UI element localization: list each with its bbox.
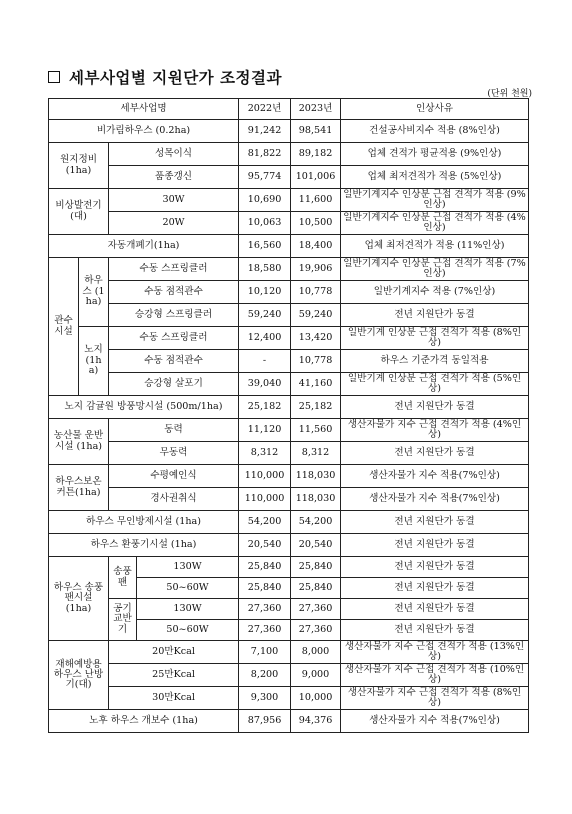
item-name: 노후 하우스 개보수 (1ha)	[49, 710, 239, 733]
item-name: 하우스 무인방제시설 (1ha)	[49, 511, 239, 534]
table-row	[49, 166, 529, 189]
group-label: 재해예방용 하우스 난방기(대)	[49, 641, 109, 710]
table-row	[49, 350, 529, 373]
price-2023: 11,560	[291, 419, 341, 442]
reason: 업체 견적가 평균적용 (9%인상)	[341, 143, 529, 166]
header-reason: 인상사유	[341, 99, 529, 120]
reason: 일반기계지수 인상분 근접 견적가 적용 (9%인상)	[341, 189, 529, 212]
table-row	[49, 304, 529, 327]
reason: 전년 지원단가 동결	[341, 578, 529, 599]
table-row	[49, 143, 529, 166]
price-2023: 89,182	[291, 143, 341, 166]
price-2023: 11,600	[291, 189, 341, 212]
item-name: 20만Kcal	[109, 641, 239, 664]
price-2023: 41,160	[291, 373, 341, 396]
reason: 전년 지원단가 동결	[341, 620, 529, 641]
price-2022: -	[239, 350, 291, 373]
group-label: 원지정비 (1ha)	[49, 143, 109, 189]
item-name: 하우스 환풍기시설 (1ha)	[49, 534, 239, 557]
price-2023: 118,030	[291, 488, 341, 511]
reason: 생산자물가 지수 적용(7%인상)	[341, 710, 529, 733]
table-row	[49, 687, 529, 710]
price-2022: 18,580	[239, 258, 291, 281]
reason: 전년 지원단가 동결	[341, 304, 529, 327]
item-name: 130W	[137, 557, 239, 578]
reason: 전년 지원단가 동결	[341, 557, 529, 578]
table-row	[49, 511, 529, 534]
reason: 전년 지원단가 동결	[341, 511, 529, 534]
price-2022: 25,182	[239, 396, 291, 419]
reason: 업체 최저견적가 적용 (11%인상)	[341, 235, 529, 258]
item-name: 50~60W	[137, 620, 239, 641]
group-label: 관수시설	[49, 258, 79, 396]
item-name: 130W	[137, 599, 239, 620]
price-2022: 25,840	[239, 578, 291, 599]
subgroup-label: 공기 교반기	[109, 599, 137, 641]
item-name: 무동력	[109, 442, 239, 465]
price-2022: 81,822	[239, 143, 291, 166]
title-text: 세부사업별 지원단가 조정결과	[69, 69, 282, 87]
table-row	[49, 664, 529, 687]
price-2023: 8,312	[291, 442, 341, 465]
subgroup-label: 노지 (1ha)	[79, 327, 109, 396]
price-2022: 11,120	[239, 419, 291, 442]
item-name: 25만Kcal	[109, 664, 239, 687]
price-2023: 27,360	[291, 599, 341, 620]
item-name: 수동 점적관수	[109, 350, 239, 373]
item-name: 수평예인식	[109, 465, 239, 488]
reason: 생산자물가 지수 적용(7%인상)	[341, 488, 529, 511]
price-2023: 10,500	[291, 212, 341, 235]
price-2023: 98,541	[291, 120, 341, 143]
reason: 일반기계지수 적용 (7%인상)	[341, 281, 529, 304]
group-label: 하우스보온 커튼(1ha)	[49, 465, 109, 511]
group-label: 농산물 운반 시설 (1ha)	[49, 419, 109, 465]
reason: 전년 지원단가 동결	[341, 599, 529, 620]
price-2023: 10,000	[291, 687, 341, 710]
item-name: 승강형 살포기	[109, 373, 239, 396]
reason: 전년 지원단가 동결	[341, 396, 529, 419]
price-2023: 18,400	[291, 235, 341, 258]
price-2023: 101,006	[291, 166, 341, 189]
table-row	[49, 281, 529, 304]
price-2022: 9,300	[239, 687, 291, 710]
reason: 일반기계지수 인상분 근접 견적가 적용 (4%인상)	[341, 212, 529, 235]
reason: 업체 최저견적가 적용 (5%인상)	[341, 166, 529, 189]
price-2022: 54,200	[239, 511, 291, 534]
reason: 전년 지원단가 동결	[341, 442, 529, 465]
table-row	[49, 258, 529, 281]
price-2022: 16,560	[239, 235, 291, 258]
price-2023: 118,030	[291, 465, 341, 488]
group-label: 하우스 송풍팬시설 (1ha)	[49, 557, 109, 641]
reason: 생산자물가 지수 근접 견적가 적용 (13%인상)	[341, 641, 529, 664]
table-row	[49, 189, 529, 212]
price-2023: 19,906	[291, 258, 341, 281]
item-name: 성목이식	[109, 143, 239, 166]
reason: 일반기계 인상분 근접 견적가 적용 (8%인상)	[341, 327, 529, 350]
group-label: 비상발전기 (대)	[49, 189, 109, 235]
item-name: 비가림하우스 (0.2ha)	[49, 120, 239, 143]
price-2023: 8,000	[291, 641, 341, 664]
price-2022: 7,100	[239, 641, 291, 664]
table-row	[49, 327, 529, 350]
price-2023: 27,360	[291, 620, 341, 641]
item-name: 수동 스프링클러	[109, 327, 239, 350]
price-2022: 25,840	[239, 557, 291, 578]
price-2023: 10,778	[291, 350, 341, 373]
table-row	[49, 120, 529, 143]
item-name: 승강형 스프링클러	[109, 304, 239, 327]
price-2023: 25,840	[291, 557, 341, 578]
price-2022: 10,120	[239, 281, 291, 304]
reason: 전년 지원단가 동결	[341, 534, 529, 557]
price-2023: 25,182	[291, 396, 341, 419]
price-2022: 91,242	[239, 120, 291, 143]
table-row	[49, 235, 529, 258]
reason: 하우스 기준가격 동일적용	[341, 350, 529, 373]
subgroup-label: 하우스 (1ha)	[79, 258, 109, 327]
price-2022: 10,063	[239, 212, 291, 235]
price-2022: 20,540	[239, 534, 291, 557]
table-row	[49, 465, 529, 488]
unit-note: (단위 천원)	[487, 89, 532, 99]
price-2022: 8,200	[239, 664, 291, 687]
price-2023: 54,200	[291, 511, 341, 534]
price-2022: 95,774	[239, 166, 291, 189]
table-row	[49, 373, 529, 396]
price-2023: 94,376	[291, 710, 341, 733]
table-row	[49, 488, 529, 511]
item-name: 30W	[109, 189, 239, 212]
reason: 생산자물가 지수 근접 견적가 적용 (4%인상)	[341, 419, 529, 442]
table-row	[49, 534, 529, 557]
reason: 생산자물가 지수 적용(7%인상)	[341, 465, 529, 488]
price-2022: 110,000	[239, 488, 291, 511]
price-2023: 13,420	[291, 327, 341, 350]
price-2023: 25,840	[291, 578, 341, 599]
header-name: 세부사업명	[49, 99, 239, 120]
price-2022: 12,400	[239, 327, 291, 350]
table-row	[49, 599, 529, 620]
reason: 일반기계지수 인상분 근접 견적가 적용 (7%인상)	[341, 258, 529, 281]
subgroup-label: 송풍팬	[109, 557, 137, 599]
header-2022: 2022년	[239, 99, 291, 120]
reason: 생산자물가 지수 근접 견적가 적용 (8%인상)	[341, 687, 529, 710]
unit-price-table	[48, 98, 529, 733]
item-name: 30만Kcal	[109, 687, 239, 710]
price-2022: 59,240	[239, 304, 291, 327]
item-name: 20W	[109, 212, 239, 235]
price-2023: 59,240	[291, 304, 341, 327]
item-name: 자동개폐기(1ha)	[49, 235, 239, 258]
price-2022: 8,312	[239, 442, 291, 465]
item-name: 수동 스프링클러	[109, 258, 239, 281]
item-name: 품종갱신	[109, 166, 239, 189]
header-2023: 2023년	[291, 99, 341, 120]
price-2022: 110,000	[239, 465, 291, 488]
price-2023: 20,540	[291, 534, 341, 557]
price-2022: 27,360	[239, 620, 291, 641]
document-title	[48, 66, 282, 88]
table-row	[49, 710, 529, 733]
checkbox-icon	[48, 71, 60, 83]
price-2022: 27,360	[239, 599, 291, 620]
table-header-row	[49, 99, 529, 120]
table-row	[49, 442, 529, 465]
table-row	[49, 212, 529, 235]
item-name: 동력	[109, 419, 239, 442]
item-name: 노지 감귤원 방풍망시설 (500m/1ha)	[49, 396, 239, 419]
table-row	[49, 557, 529, 578]
table-row	[49, 419, 529, 442]
reason: 건설공사비지수 적용 (8%인상)	[341, 120, 529, 143]
price-2023: 9,000	[291, 664, 341, 687]
table-row	[49, 396, 529, 419]
reason: 생산자물가 지수 근접 견적가 적용 (10%인상)	[341, 664, 529, 687]
item-name: 50~60W	[137, 578, 239, 599]
item-name: 경사권취식	[109, 488, 239, 511]
price-2022: 39,040	[239, 373, 291, 396]
table-row	[49, 641, 529, 664]
price-2022: 87,956	[239, 710, 291, 733]
price-2023: 10,778	[291, 281, 341, 304]
price-2022: 10,690	[239, 189, 291, 212]
item-name: 수동 점적관수	[109, 281, 239, 304]
reason: 일반기계 인상분 근접 견적가 적용 (5%인상)	[341, 373, 529, 396]
